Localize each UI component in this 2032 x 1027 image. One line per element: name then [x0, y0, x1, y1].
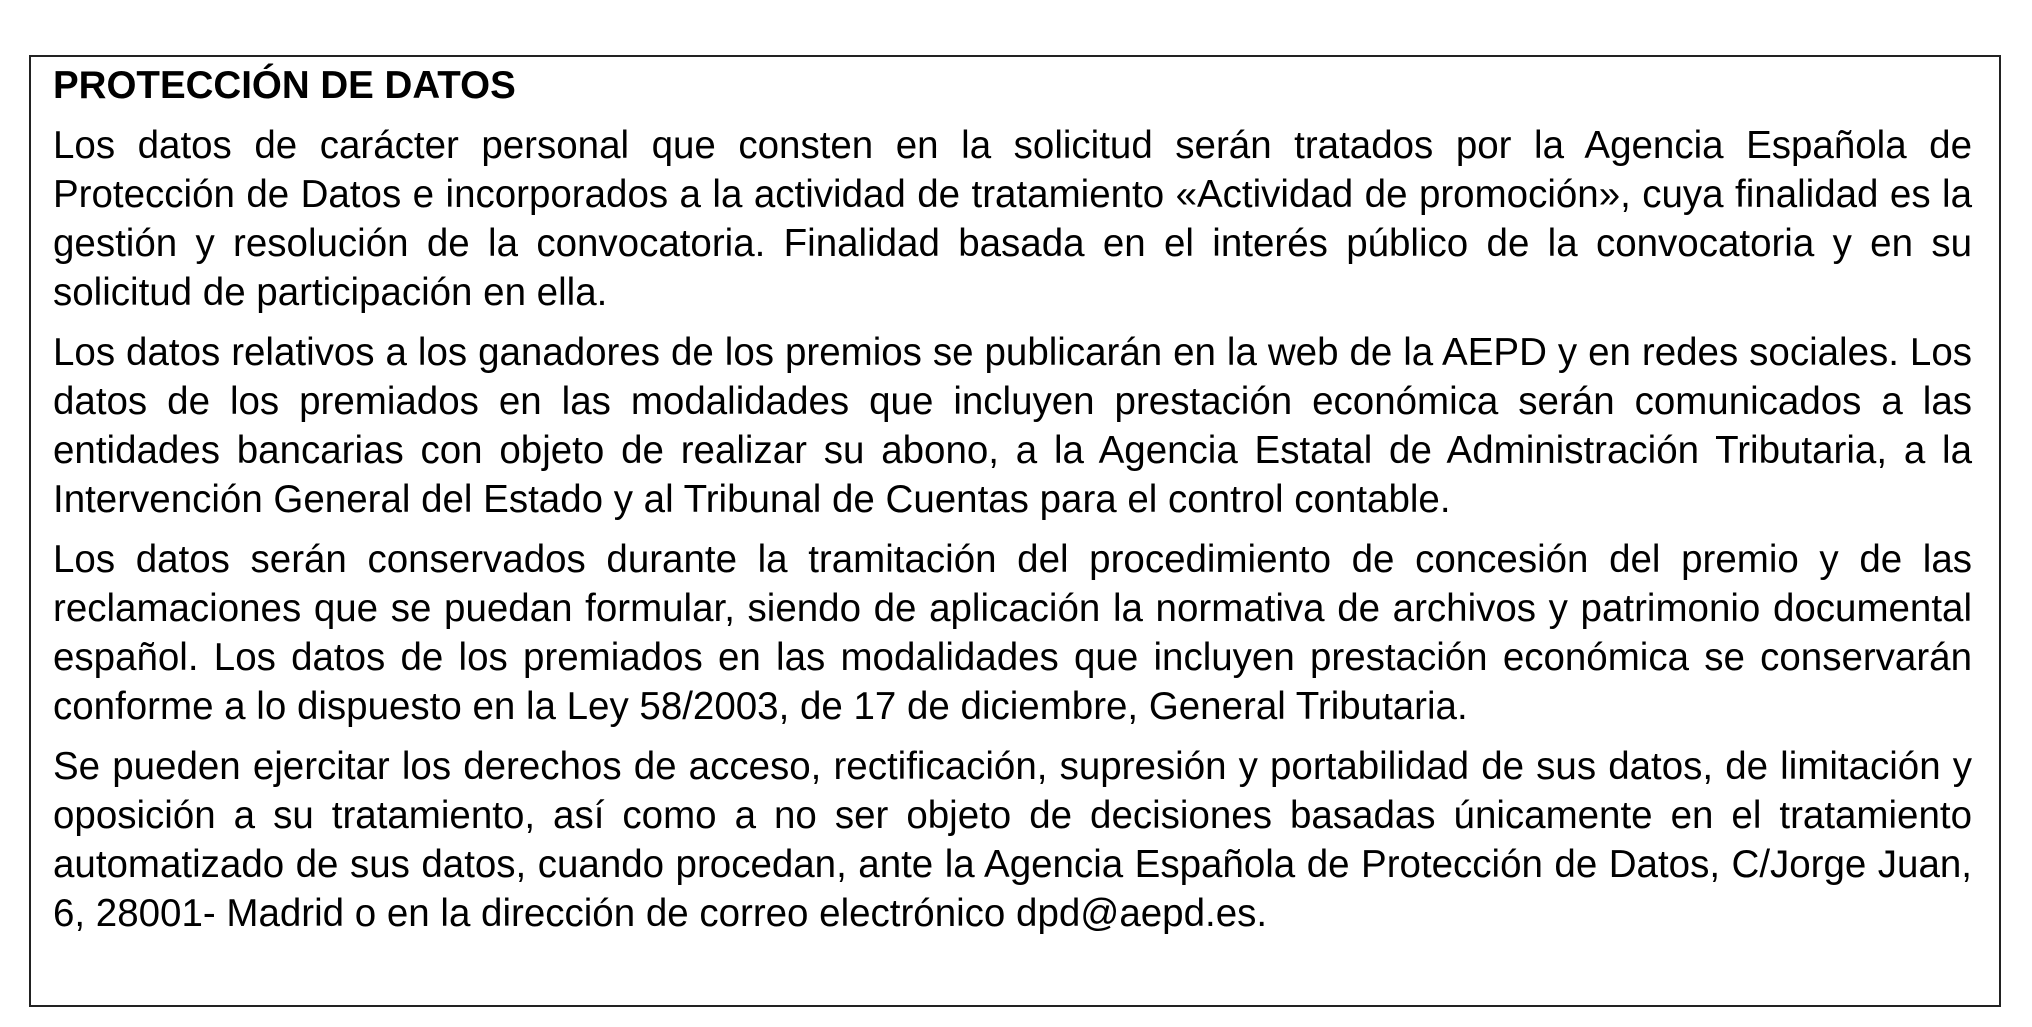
- notice-title: PROTECCIÓN DE DATOS: [53, 64, 516, 107]
- data-protection-notice: [29, 55, 2001, 1007]
- notice-paragraph-publication: Los datos relativos a los ganadores de los premios se publicarán en la web de la AEPD y en redes sociales. Los datos de los premiados en las modalidades que incluyen prestación económica serán comunicados a las entidades bancarias con objeto de realizar su abono, a la Agencia Estatal de Administración Tributaria, a la Intervención General del Estado y al Tribunal de Cuentas para el control contable.: [53, 331, 1972, 521]
- notice-paragraph-processing: Los datos de carácter personal que consten en la solicitud serán tratados por la Agencia Española de Protección de Datos e incorporados a la actividad de tratamiento «Actividad de promoción», cuya finalidad es la gestión y resolución de la convocatoria. Finalidad basada en el interés público de la convocatoria y en su solicitud de participación en ella.: [53, 124, 1972, 314]
- notice-paragraph-rights: Se pueden ejercitar los derechos de acceso, rectificación, supresión y portabilidad de sus datos, de limitación y oposición a su tratamiento, así como a no ser objeto de decisiones basadas únicamente en el tratamiento automatizado de sus datos, cuando procedan, ante la Agencia Española de Protección de Datos, C/Jorge Juan, 6, 28001- Madrid o en la dirección de correo electrónico dpd@aepd.es.: [53, 745, 1972, 935]
- notice-paragraph-retention: Los datos serán conservados durante la tramitación del procedimiento de concesión del premio y de las reclamaciones que se puedan formular, siendo de aplicación la normativa de archivos y patrimonio documental español. Los datos de los premiados en las modalidades que incluyen prestación económica se conservarán conforme a lo dispuesto en la Ley 58/2003, de 17 de diciembre, General Tributaria.: [53, 538, 1972, 728]
